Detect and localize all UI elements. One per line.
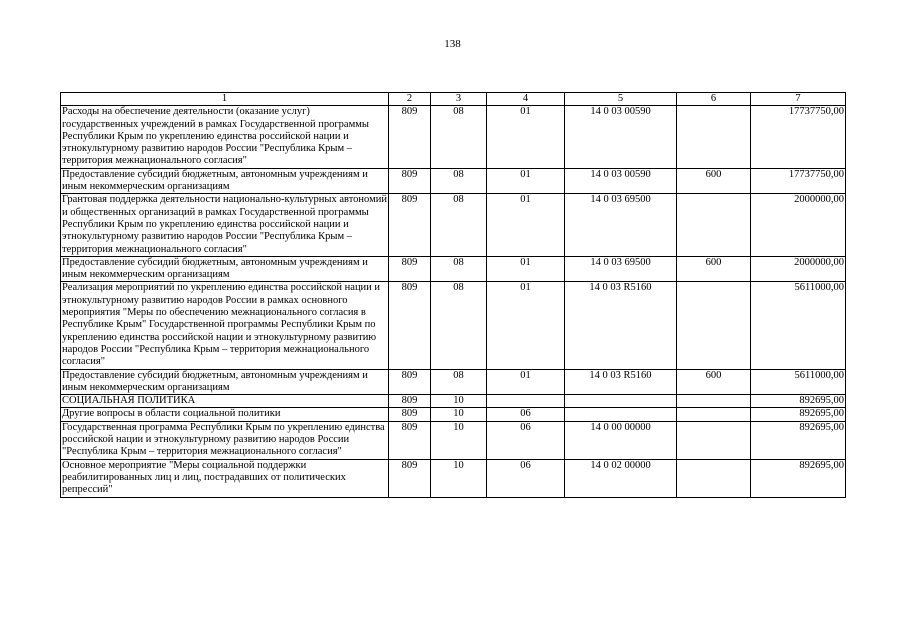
amount-cell: 17737750,00 bbox=[751, 168, 846, 194]
page-number: 138 bbox=[444, 38, 461, 50]
table-row bbox=[61, 282, 846, 369]
table-row bbox=[61, 421, 846, 459]
grbs-code-cell: 809 bbox=[389, 408, 431, 421]
subsection-code-cell: 06 bbox=[487, 459, 565, 497]
section-code-cell: 08 bbox=[431, 369, 487, 395]
section-code-cell: 08 bbox=[431, 282, 487, 369]
section-code-cell: 10 bbox=[431, 421, 487, 459]
expense-type-cell bbox=[677, 421, 751, 459]
item-name-cell: Предоставление субсидий бюджетным, автономным учреждениям и иным некоммерческим организациям bbox=[61, 369, 389, 395]
item-name-cell: Государственная программа Республики Крым по укреплению единства российской нации и этнокультурному развитию народов России "Республика Крым – территория межнационального согласия" bbox=[61, 421, 389, 459]
target-article-cell: 14 0 00 00000 bbox=[565, 421, 677, 459]
amount-cell: 5611000,00 bbox=[751, 369, 846, 395]
target-article-cell bbox=[565, 395, 677, 408]
table-row bbox=[61, 459, 846, 497]
expense-type-cell bbox=[677, 408, 751, 421]
target-article-cell: 14 0 03 R5160 bbox=[565, 282, 677, 369]
table-row bbox=[61, 194, 846, 256]
section-code-cell: 10 bbox=[431, 459, 487, 497]
target-article-cell bbox=[565, 408, 677, 421]
section-code-cell: 08 bbox=[431, 256, 487, 282]
table-row bbox=[61, 106, 846, 168]
amount-cell: 2000000,00 bbox=[751, 194, 846, 256]
target-article-cell: 14 0 03 69500 bbox=[565, 256, 677, 282]
budget-table bbox=[60, 92, 846, 498]
table-row bbox=[61, 408, 846, 421]
target-article-cell: 14 0 03 00590 bbox=[565, 106, 677, 168]
subsection-code-cell: 06 bbox=[487, 408, 565, 421]
header-col-7: 7 bbox=[751, 93, 846, 106]
grbs-code-cell: 809 bbox=[389, 256, 431, 282]
header-col-1: 1 bbox=[61, 93, 389, 106]
target-article-cell: 14 0 03 R5160 bbox=[565, 369, 677, 395]
target-article-cell: 14 0 02 00000 bbox=[565, 459, 677, 497]
grbs-code-cell: 809 bbox=[389, 282, 431, 369]
subsection-code-cell bbox=[487, 395, 565, 408]
expense-type-cell: 600 bbox=[677, 256, 751, 282]
expense-type-cell bbox=[677, 395, 751, 408]
table-row bbox=[61, 168, 846, 194]
section-code-cell: 08 bbox=[431, 194, 487, 256]
expense-type-cell: 600 bbox=[677, 369, 751, 395]
table-row bbox=[61, 395, 846, 408]
grbs-code-cell: 809 bbox=[389, 168, 431, 194]
section-code-cell: 10 bbox=[431, 395, 487, 408]
item-name-cell: Реализация мероприятий по укреплению единства российской нации и этнокультурному развитию народов России в рамках основного мероприятия "Меры по обеспечению межнационального согласия в Республике Крым" Государственной программы Республики Крым по укреплению единства российской нации и этнокультурному развитию народов России "Республика Крым – территория межнационального согласия" bbox=[61, 282, 389, 369]
grbs-code-cell: 809 bbox=[389, 421, 431, 459]
amount-cell: 892695,00 bbox=[751, 421, 846, 459]
section-code-cell: 10 bbox=[431, 408, 487, 421]
grbs-code-cell: 809 bbox=[389, 194, 431, 256]
header-col-6: 6 bbox=[677, 93, 751, 106]
grbs-code-cell: 809 bbox=[389, 369, 431, 395]
section-code-cell: 08 bbox=[431, 168, 487, 194]
expense-type-cell: 600 bbox=[677, 168, 751, 194]
item-name-cell: Основное мероприятие "Меры социальной поддержки реабилитированных лиц и лиц, пострадавших от политических репрессий" bbox=[61, 459, 389, 497]
section-code-cell: 08 bbox=[431, 106, 487, 168]
subsection-code-cell: 01 bbox=[487, 256, 565, 282]
item-name-cell: Другие вопросы в области социальной политики bbox=[61, 408, 389, 421]
expense-type-cell bbox=[677, 282, 751, 369]
subsection-code-cell: 01 bbox=[487, 106, 565, 168]
item-name-cell: СОЦИАЛЬНАЯ ПОЛИТИКА bbox=[61, 395, 389, 408]
header-col-3: 3 bbox=[431, 93, 487, 106]
header-col-4: 4 bbox=[487, 93, 565, 106]
expense-type-cell bbox=[677, 194, 751, 256]
header-col-2: 2 bbox=[389, 93, 431, 106]
amount-cell: 892695,00 bbox=[751, 408, 846, 421]
table-row bbox=[61, 256, 846, 282]
amount-cell: 5611000,00 bbox=[751, 282, 846, 369]
item-name-cell: Грантовая поддержка деятельности национально-культурных автономий и общественных организаций в рамках Государственной программы Республики Крым по укреплению единства российской нации и этнокультурному развитию народов России "Республика Крым – территория межнационального согласия" bbox=[62, 194, 387, 255]
item-name-cell: Предоставление субсидий бюджетным, автономным учреждениям и иным некоммерческим организациям bbox=[61, 168, 389, 194]
target-article-cell: 14 0 03 00590 bbox=[565, 168, 677, 194]
amount-cell: 2000000,00 bbox=[751, 256, 846, 282]
subsection-code-cell: 01 bbox=[487, 282, 565, 369]
amount-cell: 892695,00 bbox=[751, 395, 846, 408]
subsection-code-cell: 01 bbox=[487, 194, 565, 256]
grbs-code-cell: 809 bbox=[389, 106, 431, 168]
target-article-cell: 14 0 03 69500 bbox=[565, 194, 677, 256]
grbs-code-cell: 809 bbox=[389, 459, 431, 497]
item-name-cell: Расходы на обеспечение деятельности (оказание услуг) государственных учреждений в рамках Государственной программы Республики Крым по укреплению единства российской нации и этнокультурному развитию народов России "Республика Крым – территория межнационального согласия" bbox=[61, 106, 389, 168]
table-row bbox=[61, 369, 846, 395]
expense-type-cell bbox=[677, 459, 751, 497]
expense-type-cell bbox=[677, 106, 751, 168]
header-row bbox=[61, 93, 846, 106]
grbs-code-cell: 809 bbox=[389, 395, 431, 408]
amount-cell: 892695,00 bbox=[751, 459, 846, 497]
subsection-code-cell: 01 bbox=[487, 369, 565, 395]
item-name-cell: Предоставление субсидий бюджетным, автономным учреждениям и иным некоммерческим организациям bbox=[61, 256, 389, 282]
amount-cell: 17737750,00 bbox=[751, 106, 846, 168]
subsection-code-cell: 06 bbox=[487, 421, 565, 459]
header-col-5: 5 bbox=[565, 93, 677, 106]
subsection-code-cell: 01 bbox=[487, 168, 565, 194]
